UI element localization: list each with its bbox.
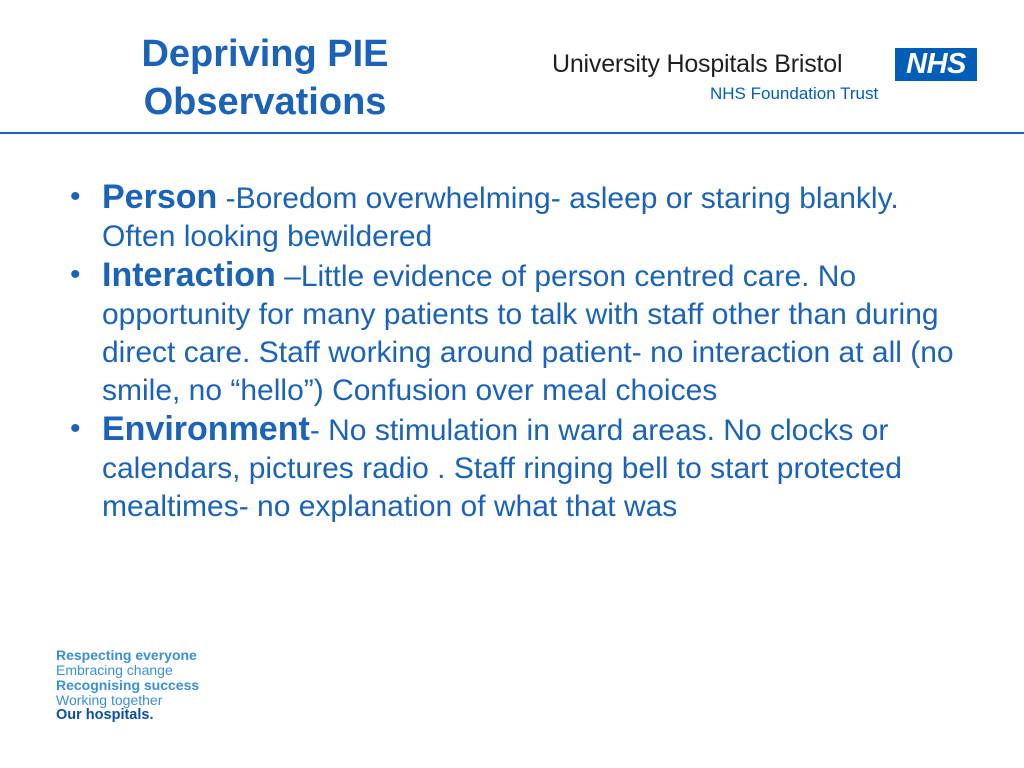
slide-title — [95, 30, 435, 126]
bullet-dot-icon: • — [70, 258, 81, 291]
footer-values — [56, 648, 199, 723]
footer-value: Working together — [56, 692, 163, 708]
bullet-term: Environment — [102, 410, 310, 448]
slide-title-line-1: Depriving PIE — [141, 33, 389, 75]
bullet-list — [60, 178, 960, 526]
footer-value: Recognising success — [56, 677, 200, 693]
bullet-dot-icon: • — [70, 412, 81, 445]
trust-logo — [552, 44, 982, 114]
slide-title-line-2: Observations — [143, 81, 387, 123]
logo-trust-name: NHS Foundation Trust — [710, 84, 879, 103]
bullet-text: –Little evidence of person centred care. No opportunity for many patients to talk with staff other than during direct care. Staff working around patient- no interaction at all (no smile, no “hello”) Confusion over meal choices — [102, 260, 954, 407]
bullet-term: Interaction — [102, 256, 276, 294]
footer-value: Respecting everyone — [56, 647, 197, 663]
bullet-environment — [60, 410, 960, 526]
logo-organisation-name: University Hospitals Bristol — [552, 50, 843, 78]
header-divider — [0, 132, 1024, 134]
bullet-dot-icon: • — [70, 180, 81, 213]
nhs-logo-icon: NHS — [895, 48, 977, 81]
bullet-interaction — [60, 256, 960, 410]
bullet-person — [60, 178, 960, 256]
bullet-text: -Boredom overwhelming- asleep or staring blankly. Often looking bewildered — [102, 182, 899, 253]
footer-value: Embracing change — [56, 662, 173, 678]
bullet-text: - No stimulation in ward areas. No clocks or calendars, pictures radio . Staff ringing bell to start protected mealtimes- no explanation of what that was — [102, 414, 902, 523]
bullet-term: Person — [102, 178, 218, 216]
footer-tagline: Our hospitals. — [56, 707, 154, 723]
